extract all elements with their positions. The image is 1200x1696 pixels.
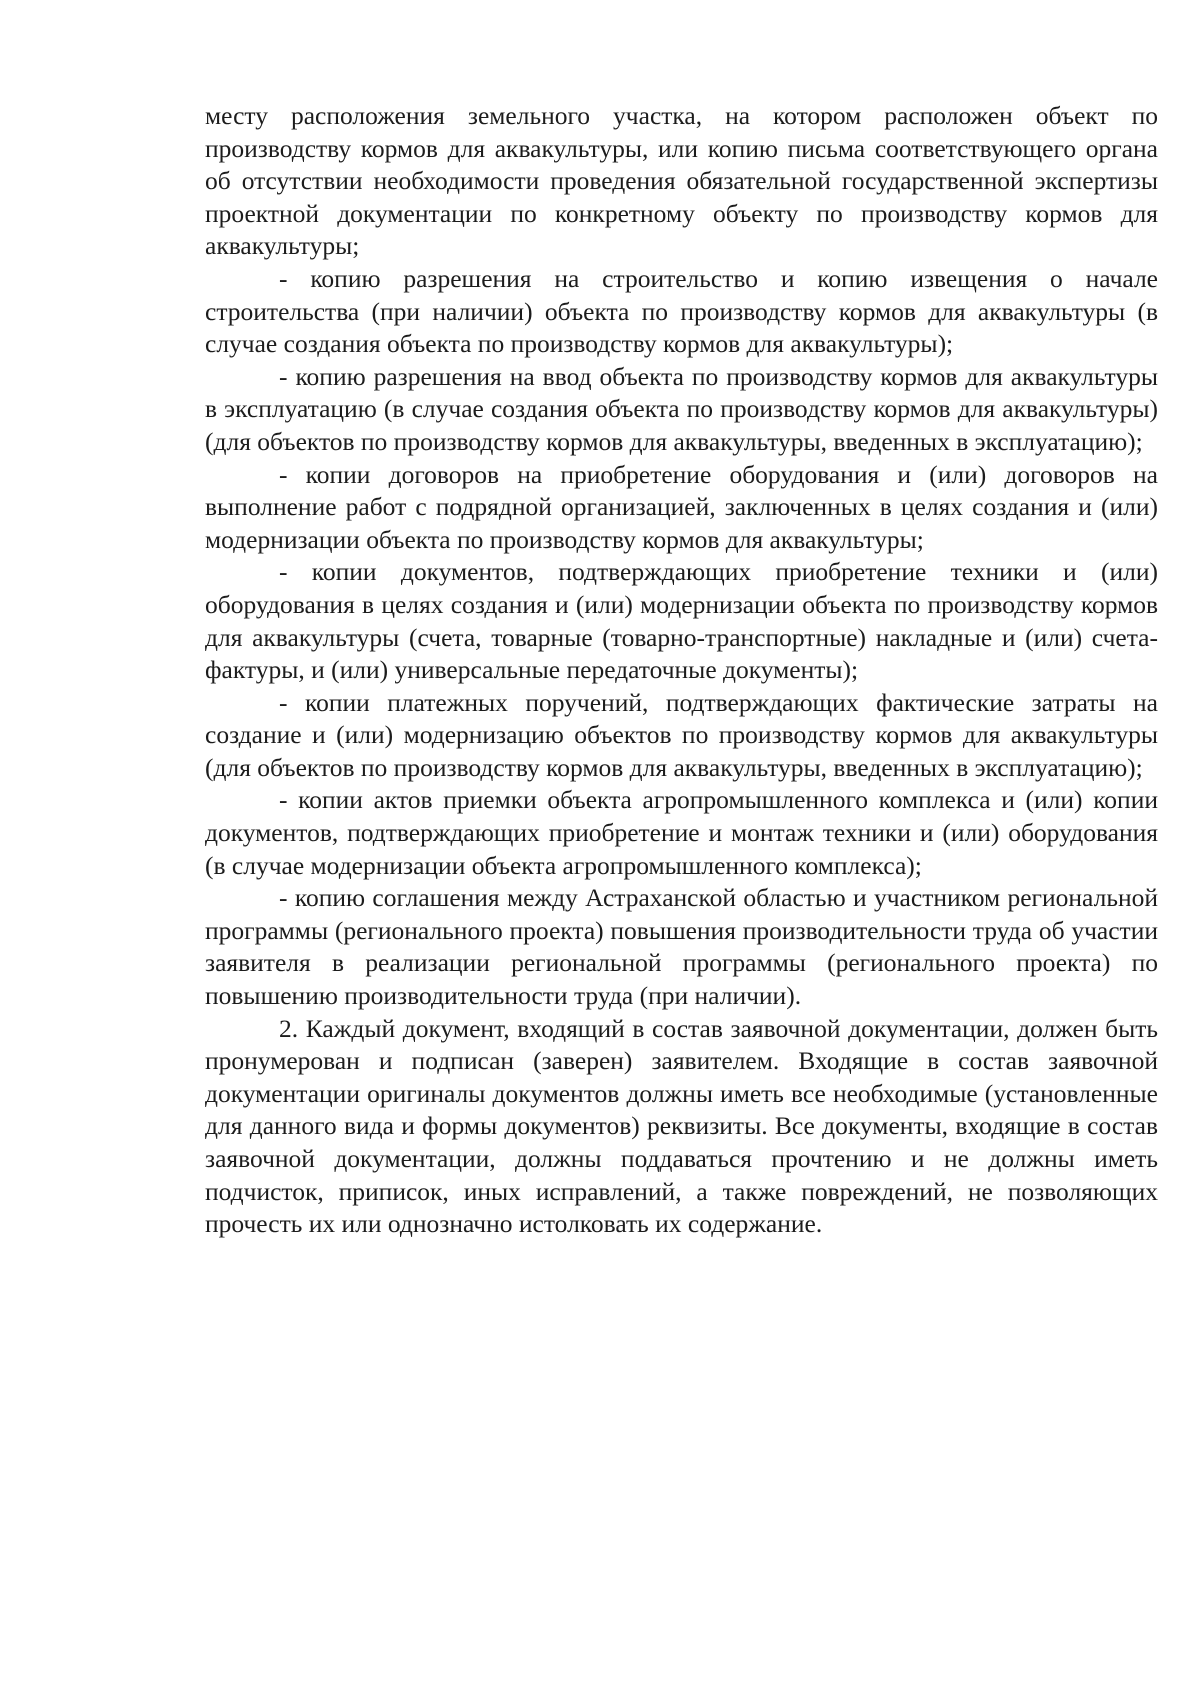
document-body (205, 100, 1158, 1241)
paragraph-payment-orders: - копии платежных поручений, подтверждающих фактические затраты на создание и (или) модернизацию объектов по производству кормов для аквакультуры (для объектов по производству кормов для аквакультуры, введенных в эксплуатацию); (205, 687, 1158, 782)
paragraph-acceptance-acts: - копии актов приемки объекта агропромышленного комплекса и (или) копии документов, подтверждающих приобретение и монтаж техники и (или) оборудования (в случае модернизации объекта агропромышленного комплекса); (205, 785, 1158, 880)
paragraph-construction-permit: - копию разрешения на строительство и копию извещения о начале строительства (при наличии) объекта по производству кормов для аквакультуры (в случае создания объекта по производству кормов для аквакультуры); (205, 263, 1158, 359)
paragraph-purchase-documents: - копии документов, подтверждающих приобретение техники и (или) оборудования в целях создания и (или) модернизации объекта по производству кормов для аквакультуры (счета, товарные (товарно-транспортные) накладные и (или) счета-фактуры, и (или) универсальные передаточные документы); (205, 557, 1158, 685)
paragraph-expertise-letter: месту расположения земельного участка, на котором расположен объект по производству кормов для аквакультуры, или копию письма соответствующего органа об отсутствии необходимости проведения обязательной государственной экспертизы проектной документации по конкретному объекту по производству кормов для аквакультуры; (205, 101, 1158, 261)
paragraph-equipment-contracts: - копии договоров на приобретение оборудования и (или) договоров на выполнение работ с подрядной организацией, заключенных в целях создания и (или) модернизации объекта по производству кормов для аквакультуры; (205, 459, 1158, 554)
paragraph-productivity-agreement: - копию соглашения между Астраханской областью и участником региональной программы (регионального проекта) повышения производительности труда об участии заявителя в реализации региональной программы (регионального проекта) по повышению производительности труда (при наличии). (205, 883, 1158, 1011)
paragraph-commissioning-permit: - копию разрешения на ввод объекта по производству кормов для аквакультуры в эксплуатацию (в случае создания объекта по производству кормов для аквакультуры) (для объектов по производству кормов для аквакультуры, введенных в эксплуатацию); (205, 361, 1158, 456)
paragraph-section-2: 2. Каждый документ, входящий в состав заявочной документации, должен быть пронумерован и подписан (заверен) заявителем. Входящие в состав заявочной документации оригиналы документов должны иметь все необходимые (установленные для данного вида и формы документов) реквизиты. Все документы, входящие в состав заявочной документации, должны поддаваться прочтению и не должны иметь подчисток, приписок, иных исправлений, а также повреждений, не позволяющих прочесть их или однозначно истолковать их содержание. (205, 1013, 1158, 1239)
